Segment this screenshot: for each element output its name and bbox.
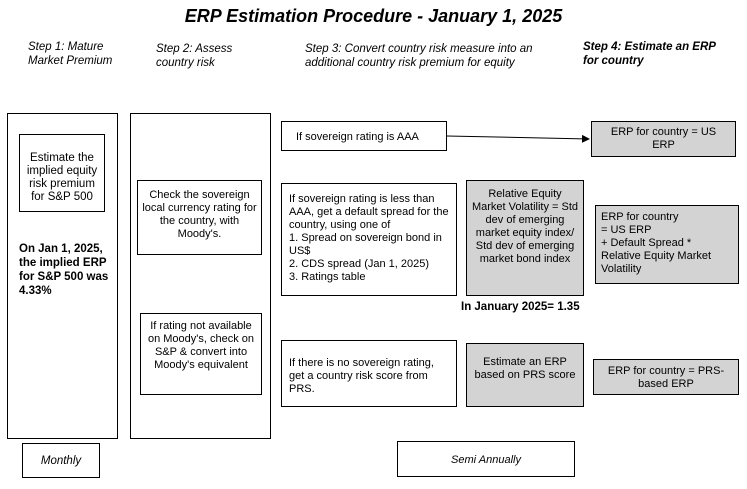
erp-formula-line: Relative Equity Market Volatility [601,250,712,275]
step-2-header: Step 2: Assess country risk [156,43,233,69]
page-title: ERP Estimation Procedure - January 1, 2025 [184,6,563,26]
erp-formula-line: + Default Spread * [601,237,692,249]
erp-prs-box: ERP for country = PRS-based ERP [593,359,739,395]
implied-erp-note: On Jan 1, 2025, the implied ERP for S&P 500 was 4.33% [19,243,109,297]
relative-volatility-box: Relative Equity Market Volatility = Std dev of emerging market equity index/ Std dev of emerging market bond index [466,180,584,296]
prs-estimate-box: Estimate an ERP based on PRS score [466,343,584,407]
estimate-implied-erp-box: Estimate the implied equity risk premium for S&P 500 [19,134,105,212]
option-item: 2. CDS spread (Jan 1, 2025) [289,258,430,270]
aaa-to-us-erp-arrow [447,136,589,139]
erp-us-box: ERP for country = US ERP [591,121,736,157]
erp-formula-line: = US ERP [601,224,652,236]
aaa-condition-box: If sovereign rating is AAA [281,121,447,151]
option-item: 1. Spread on sovereign bond in US$ [289,232,442,257]
relative-volatility-value: In January 2025= 1.35 [461,301,580,313]
no-rating-box: If there is no sovereign rating, get a country risk score from PRS. [281,340,457,407]
step-1-header: Step 1: Mature Market Premium [28,41,113,67]
check-sovereign-rating-box: Check the sovereign local currency rating for the country, with Moody's. [137,180,262,255]
step-4-header: Step 4: Estimate an ERP for country [583,41,716,67]
option-item: 3. Ratings table [289,271,366,283]
rating-not-available-box: If rating not available on Moody's, check on S&P & convert into Moody's equivalent [140,313,262,395]
monthly-frequency-box: Monthly [22,443,100,478]
less-than-aaa-text: If sovereign rating is less than AAA, get a default spread for the country, using one of [289,193,449,231]
step-3-header: Step 3: Convert country risk measure into an additional country risk premium for equity [305,43,533,69]
erp-formula-line: ERP for country [601,211,679,223]
semi-annual-frequency-box: Semi Annually [397,441,575,477]
